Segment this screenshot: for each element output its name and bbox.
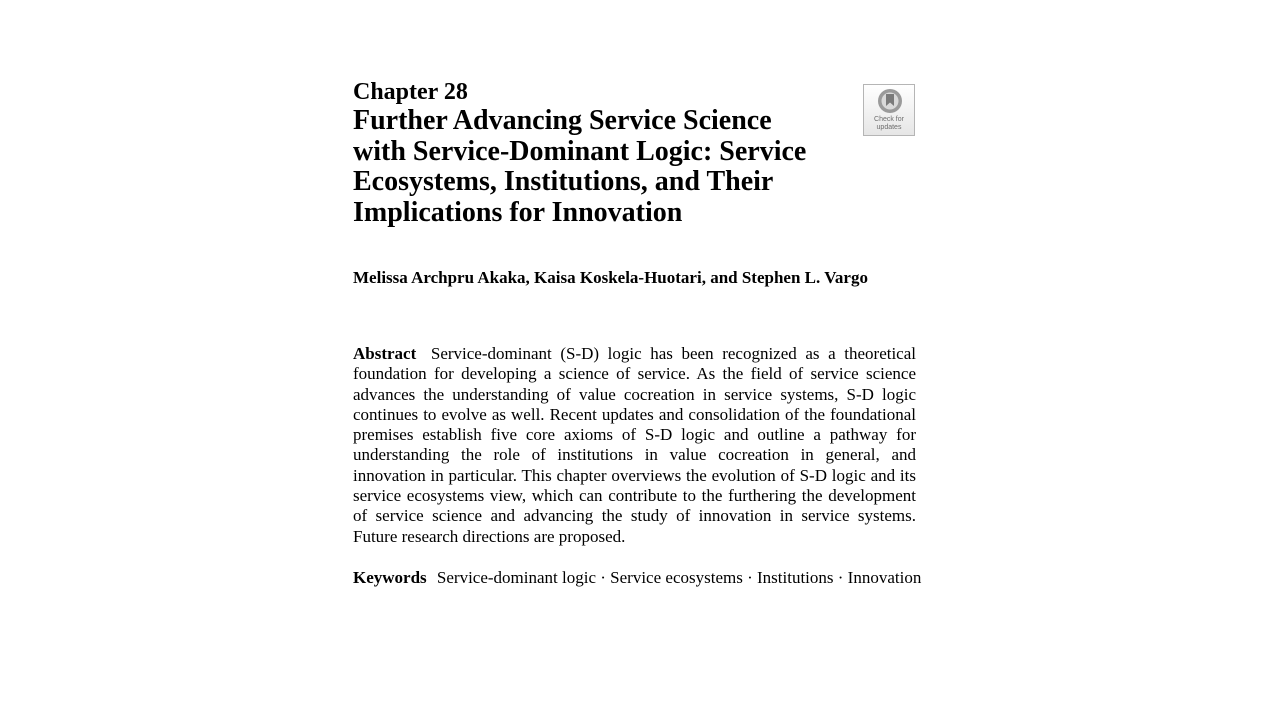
keywords-heading: Keywords (353, 568, 427, 587)
badge-line-2: updates (876, 123, 902, 131)
abstract (353, 344, 916, 547)
crossmark-icon (876, 87, 904, 115)
chapter-page (353, 78, 922, 587)
author-list: Melissa Archpru Akaka, Kaisa Koskela-Huotari, and Stephen L. Vargo (353, 268, 868, 287)
abstract-heading: Abstract (353, 344, 417, 363)
keywords (353, 568, 922, 588)
abstract-text: Service-dominant (S-D) logic has been recognized as a theoretical foundation for developing a science of service. As the field of service science advances the understanding of value cocreation in service systems, S-D logic continues to evolve as well. Recent updates and consolidation of the foundational premises establish five core axioms of S-D logic and outline a pathway for understanding the role of institutions in value cocreation in general, and innovation in particular. This chapter overviews the evolution of S-D logic and its service ecosystems view, which can contribute to the furthering the development of service science and advancing the study of innovation in service systems. Future research directions are proposed. (353, 344, 916, 546)
chapter-title: Further Advancing Service Science with Service-Dominant Logic: Service Ecosystems, Institutions, and Their Implications for Innovation (353, 105, 807, 228)
keywords-text: Service-dominant logic · Service ecosystems · Institutions · Innovation (436, 568, 922, 587)
check-for-updates-button[interactable] (863, 84, 915, 136)
check-for-updates-label (864, 116, 914, 131)
chapter-label: Chapter 28 (353, 79, 468, 105)
badge-line-1: Check for (874, 116, 904, 123)
